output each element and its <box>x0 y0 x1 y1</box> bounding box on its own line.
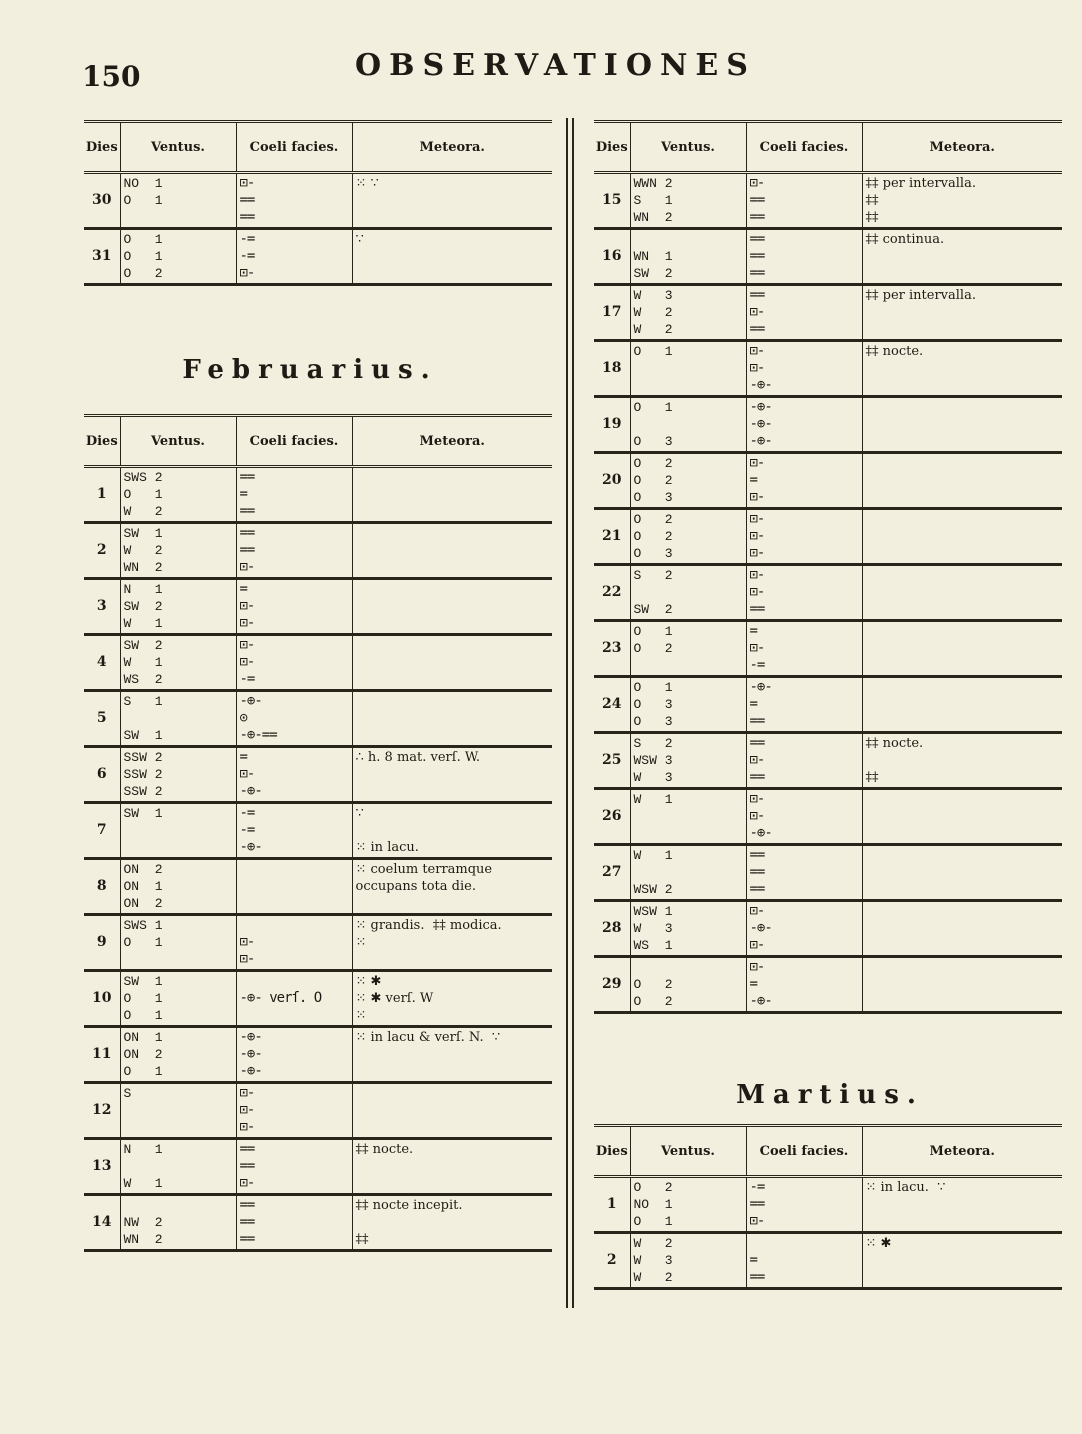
meteora-cell <box>862 677 1062 733</box>
header-meteora: Meteora. <box>862 1126 1062 1177</box>
day-row <box>594 621 1062 677</box>
day-row <box>594 341 1062 397</box>
day-row <box>84 523 552 579</box>
day-row <box>84 229 552 285</box>
sky-cell: ⊡- ⊡- -⊕- <box>746 341 862 397</box>
day-row <box>594 733 1062 789</box>
day-row <box>84 173 552 229</box>
meteora-cell: ‡‡ nocte. ‡‡ <box>862 733 1062 789</box>
day-cell: 20 <box>594 453 630 509</box>
sky-cell: = ⊡- -= <box>746 621 862 677</box>
sky-cell: == == == <box>746 229 862 285</box>
day-cell: 14 <box>84 1195 120 1251</box>
meteora-cell <box>352 691 552 747</box>
day-row <box>594 1233 1062 1289</box>
header-day: Dies <box>84 416 120 467</box>
day-row <box>84 467 552 523</box>
day-row <box>84 635 552 691</box>
meteora-cell <box>352 523 552 579</box>
day-row <box>594 509 1062 565</box>
day-cell: 1 <box>84 467 120 523</box>
january-table <box>84 120 552 286</box>
meteora-cell <box>862 509 1062 565</box>
meteora-cell: ‡‡ per intervalla. ‡‡ ‡‡ <box>862 173 1062 229</box>
day-row <box>84 691 552 747</box>
header-day: Dies <box>594 122 630 173</box>
wind-cell: SWS 1 O 1 <box>120 915 236 971</box>
meteora-cell: ‡‡ nocte. <box>862 341 1062 397</box>
day-row <box>84 1083 552 1139</box>
day-row <box>84 859 552 915</box>
meteora-cell <box>352 635 552 691</box>
day-cell: 11 <box>84 1027 120 1083</box>
wind-cell: O 1 O 3 <box>630 397 746 453</box>
meteora-cell <box>862 397 1062 453</box>
day-cell: 12 <box>84 1083 120 1139</box>
day-cell: 5 <box>84 691 120 747</box>
meteora-cell: ⁙ ∵ <box>352 173 552 229</box>
sky-cell: = == <box>746 1233 862 1289</box>
day-row <box>84 803 552 859</box>
day-row <box>594 229 1062 285</box>
wind-cell: W 1 WSW 2 <box>630 845 746 901</box>
day-cell: 29 <box>594 957 630 1013</box>
sky-cell: -⊕- -⊕- -⊕- <box>236 1027 352 1083</box>
meteora-cell <box>352 467 552 523</box>
meteora-cell <box>862 453 1062 509</box>
day-row <box>84 971 552 1027</box>
meteora-cell: ⁙ ✱ ⁙ ✱ verſ. W ⁙ <box>352 971 552 1027</box>
februarius-table <box>84 414 552 1252</box>
meteora-cell <box>862 565 1062 621</box>
meteora-cell: ∵ <box>352 229 552 285</box>
header-day: Dies <box>84 122 120 173</box>
sky-cell: == == ⊡- <box>236 523 352 579</box>
sky-cell: = ⊡- ⊡- <box>236 579 352 635</box>
day-row <box>84 915 552 971</box>
sky-cell: ⊡- -⊕- ⊡- <box>746 901 862 957</box>
day-cell: 31 <box>84 229 120 285</box>
header-day: Dies <box>594 1126 630 1177</box>
wind-cell: SWS 2 O 1 W 2 <box>120 467 236 523</box>
wind-cell: WN 1 SW 2 <box>630 229 746 285</box>
day-cell: 21 <box>594 509 630 565</box>
day-row <box>594 789 1062 845</box>
header-wind: Ventus. <box>630 1126 746 1177</box>
day-row <box>594 1177 1062 1233</box>
header-wind: Ventus. <box>630 122 746 173</box>
wind-cell: SW 1 O 1 O 1 <box>120 971 236 1027</box>
sky-cell <box>236 859 352 915</box>
day-row <box>594 173 1062 229</box>
meteora-cell <box>862 845 1062 901</box>
day-row <box>84 1139 552 1195</box>
day-cell: 16 <box>594 229 630 285</box>
meteora-cell: ⁙ in lacu. ∵ <box>862 1177 1062 1233</box>
sky-cell: -= -= ⊡- <box>236 229 352 285</box>
meteora-cell <box>862 789 1062 845</box>
page-number: 150 <box>82 60 141 93</box>
header-wind: Ventus. <box>120 122 236 173</box>
wind-cell: S 2 WSW 3 W 3 <box>630 733 746 789</box>
sky-cell: ⊡- == == <box>236 173 352 229</box>
column-divider <box>566 118 568 1308</box>
header-meteora: Meteora. <box>352 122 552 173</box>
day-row <box>594 565 1062 621</box>
day-row <box>84 579 552 635</box>
day-cell: 27 <box>594 845 630 901</box>
meteora-cell: ⁙ ✱ <box>862 1233 1062 1289</box>
day-cell: 1 <box>594 1177 630 1233</box>
meteora-cell <box>862 901 1062 957</box>
day-cell: 25 <box>594 733 630 789</box>
running-title: OBSERVATIONES <box>355 48 756 83</box>
day-cell: 6 <box>84 747 120 803</box>
day-cell: 22 <box>594 565 630 621</box>
day-row <box>594 957 1062 1013</box>
sky-cell: == == == <box>236 1195 352 1251</box>
sky-cell: == = == <box>236 467 352 523</box>
meteora-cell: ⁙ in lacu & verſ. N. ∵ <box>352 1027 552 1083</box>
header-wind: Ventus. <box>120 416 236 467</box>
wind-cell: SSW 2 SSW 2 SSW 2 <box>120 747 236 803</box>
sky-cell: -⊕- verſ. O <box>236 971 352 1027</box>
month-title-februarius: Februarius. <box>182 355 438 385</box>
day-cell: 4 <box>84 635 120 691</box>
sky-cell: ⊡- ⊡- <box>236 915 352 971</box>
meteora-cell <box>352 579 552 635</box>
meteora-cell <box>352 1083 552 1139</box>
wind-cell: SW 1 W 2 WN 2 <box>120 523 236 579</box>
martius-table <box>594 1124 1062 1290</box>
sky-cell: = ⊡- -⊕- <box>236 747 352 803</box>
sky-cell: -⊕- ⊙ -⊕-== <box>236 691 352 747</box>
wind-cell: O 1 O 1 O 2 <box>120 229 236 285</box>
day-row <box>594 453 1062 509</box>
sky-cell: -= == ⊡- <box>746 1177 862 1233</box>
header-meteora: Meteora. <box>862 122 1062 173</box>
wind-cell: SW 1 <box>120 803 236 859</box>
column-divider <box>572 118 574 1308</box>
wind-cell: WSW 1 W 3 WS 1 <box>630 901 746 957</box>
wind-cell: O 2 O 2 <box>630 957 746 1013</box>
sky-cell: ⊡- ⊡- == <box>746 565 862 621</box>
wind-cell: S 2 SW 2 <box>630 565 746 621</box>
day-cell: 7 <box>84 803 120 859</box>
day-cell: 28 <box>594 901 630 957</box>
day-cell: 17 <box>594 285 630 341</box>
sky-cell: ⊡- = ⊡- <box>746 453 862 509</box>
sky-cell: ⊡- ⊡- ⊡- <box>746 509 862 565</box>
meteora-cell: ∴ h. 8 mat. verſ. W. <box>352 747 552 803</box>
sky-cell: == == ⊡- <box>236 1139 352 1195</box>
wind-cell: O 1 <box>630 341 746 397</box>
day-cell: 23 <box>594 621 630 677</box>
meteora-cell: ‡‡ continua. <box>862 229 1062 285</box>
meteora-cell: ∵ ⁙ in lacu. <box>352 803 552 859</box>
day-cell: 24 <box>594 677 630 733</box>
wind-cell: W 3 W 2 W 2 <box>630 285 746 341</box>
sky-cell: -= -= -⊕- <box>236 803 352 859</box>
day-row <box>84 1195 552 1251</box>
day-cell: 3 <box>84 579 120 635</box>
day-row <box>84 747 552 803</box>
februarius-continued-table <box>594 120 1062 1014</box>
wind-cell: N 1 SW 2 W 1 <box>120 579 236 635</box>
day-row <box>594 845 1062 901</box>
sky-cell: ⊡- = -⊕- <box>746 957 862 1013</box>
sky-cell: == ⊡- == <box>746 285 862 341</box>
day-row <box>594 285 1062 341</box>
wind-cell: O 2 O 2 O 3 <box>630 509 746 565</box>
sky-cell: ⊡- ⊡- ⊡- <box>236 1083 352 1139</box>
wind-cell: O 1 O 3 O 3 <box>630 677 746 733</box>
header-sky: Coeli facies. <box>236 416 352 467</box>
meteora-cell: ⁙ grandis. ‡‡ modica. ⁙ <box>352 915 552 971</box>
wind-cell: NW 2 WN 2 <box>120 1195 236 1251</box>
meteora-cell: ‡‡ per intervalla. <box>862 285 1062 341</box>
day-cell: 19 <box>594 397 630 453</box>
wind-cell: W 1 <box>630 789 746 845</box>
header-sky: Coeli facies. <box>236 122 352 173</box>
wind-cell: NO 1 O 1 <box>120 173 236 229</box>
day-cell: 9 <box>84 915 120 971</box>
sky-cell: -⊕- = == <box>746 677 862 733</box>
day-cell: 8 <box>84 859 120 915</box>
day-cell: 2 <box>594 1233 630 1289</box>
day-row <box>84 1027 552 1083</box>
day-cell: 30 <box>84 173 120 229</box>
day-cell: 26 <box>594 789 630 845</box>
sky-cell: == == == <box>746 845 862 901</box>
sky-cell: == ⊡- == <box>746 733 862 789</box>
wind-cell: O 2 NO 1 O 1 <box>630 1177 746 1233</box>
wind-cell: S 1 SW 1 <box>120 691 236 747</box>
meteora-cell: ‡‡ nocte incepit. ‡‡ <box>352 1195 552 1251</box>
day-row <box>594 901 1062 957</box>
wind-cell: N 1 W 1 <box>120 1139 236 1195</box>
header-meteora: Meteora. <box>352 416 552 467</box>
meteora-cell: ‡‡ nocte. <box>352 1139 552 1195</box>
wind-cell: S <box>120 1083 236 1139</box>
meteora-cell <box>862 621 1062 677</box>
sky-cell: ⊡- == == <box>746 173 862 229</box>
day-cell: 13 <box>84 1139 120 1195</box>
sky-cell: -⊕- -⊕- -⊕- <box>746 397 862 453</box>
header-sky: Coeli facies. <box>746 122 862 173</box>
wind-cell: O 1 O 2 <box>630 621 746 677</box>
header-sky: Coeli facies. <box>746 1126 862 1177</box>
day-row <box>594 397 1062 453</box>
sky-cell: ⊡- ⊡- -⊕- <box>746 789 862 845</box>
wind-cell: ON 2 ON 1 ON 2 <box>120 859 236 915</box>
wind-cell: ON 1 ON 2 O 1 <box>120 1027 236 1083</box>
wind-cell: W 2 W 3 W 2 <box>630 1233 746 1289</box>
day-row <box>594 677 1062 733</box>
wind-cell: WWN 2 S 1 WN 2 <box>630 173 746 229</box>
wind-cell: SW 2 W 1 WS 2 <box>120 635 236 691</box>
day-cell: 15 <box>594 173 630 229</box>
sky-cell: ⊡- ⊡- -= <box>236 635 352 691</box>
meteora-cell: ⁙ coelum terramque occupans tota die. <box>352 859 552 915</box>
month-title-martius: Martius. <box>736 1080 924 1110</box>
meteora-cell <box>862 957 1062 1013</box>
day-cell: 10 <box>84 971 120 1027</box>
wind-cell: O 2 O 2 O 3 <box>630 453 746 509</box>
day-cell: 2 <box>84 523 120 579</box>
day-cell: 18 <box>594 341 630 397</box>
